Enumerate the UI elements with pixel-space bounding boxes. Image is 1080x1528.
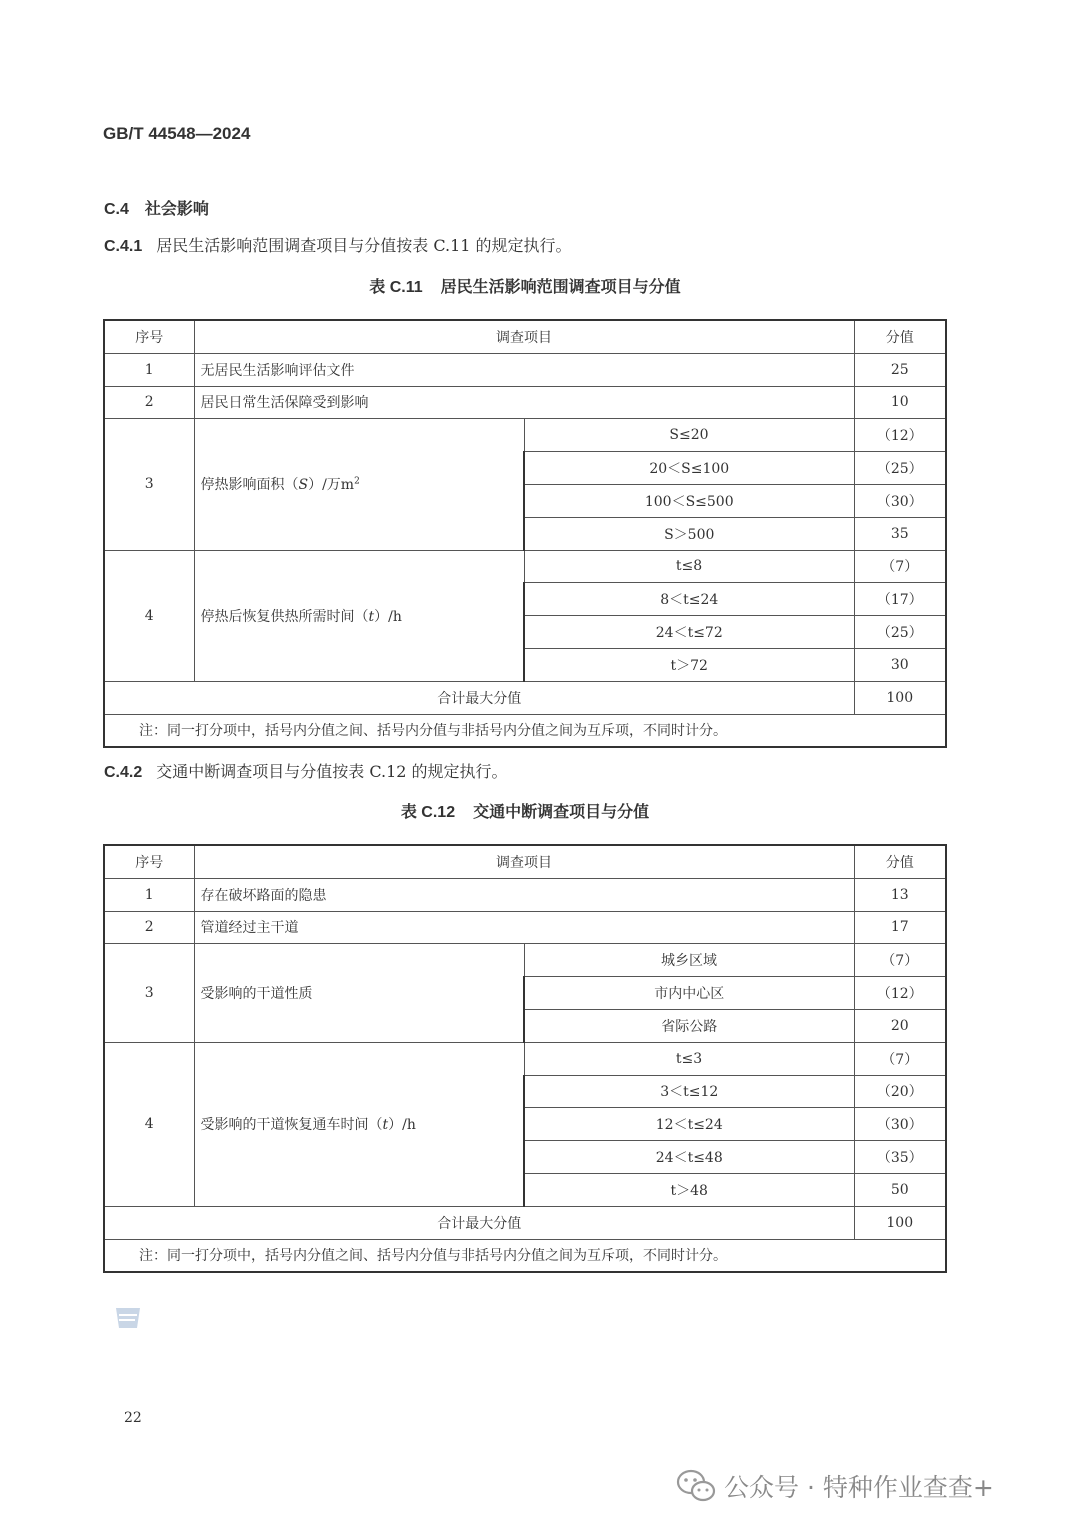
sub-score: （25）: [854, 616, 946, 649]
table-c12-caption: [0, 799, 1050, 822]
row-item: [194, 550, 524, 681]
sub-condition: t≤8: [524, 550, 854, 583]
clause-number: C.4.2: [104, 764, 143, 781]
watermark: [676, 1466, 994, 1506]
table-header-row: [104, 320, 946, 353]
sub-score: （20）: [854, 1075, 946, 1108]
table-row: [104, 353, 946, 386]
table-c11-caption: [0, 274, 1050, 297]
table-row: [104, 878, 946, 911]
sub-condition: t＞72: [524, 648, 854, 681]
total-label: 合计最大分值: [104, 681, 854, 714]
sub-score: 30: [854, 648, 946, 681]
table-caption-title: 居民生活影响范围调查项目与分值: [440, 279, 681, 296]
item-suffix: ）/万m: [308, 477, 355, 494]
row-score: 13: [854, 878, 946, 911]
table-row: [104, 386, 946, 419]
note-row: [104, 1239, 946, 1272]
sub-score: 50: [854, 1173, 946, 1206]
sub-condition: 24＜t≤72: [524, 616, 854, 649]
sub-score: （7）: [854, 944, 946, 977]
wechat-icon: [676, 1469, 716, 1503]
table-row: [104, 550, 946, 583]
item-variable: t: [368, 608, 375, 625]
sub-condition: t≤3: [524, 1042, 854, 1075]
total-row: [104, 1206, 946, 1239]
total-value: 100: [854, 681, 946, 714]
clause-c-4-1: [104, 233, 572, 256]
header-score: 分值: [854, 320, 946, 353]
item-suffix: ）/h: [374, 608, 402, 625]
row-item: [194, 1042, 524, 1206]
table-caption-title: 交通中断调查项目与分值: [473, 804, 650, 821]
sub-condition: 8＜t≤24: [524, 583, 854, 616]
total-value: 100: [854, 1206, 946, 1239]
table-note: 注：同一打分项中，括号内分值之间、括号内分值与非括号内分值之间为互斥项，不同时计分。: [104, 714, 946, 747]
item-suffix: ）/h: [388, 1117, 416, 1134]
clause-c-4-2: [104, 759, 508, 782]
clause-text: 居民生活影响范围调查项目与分值按表 C.11 的规定执行。: [156, 236, 572, 255]
table-c12: [103, 844, 947, 1273]
item-prefix: 受影响的干道恢复通车时间（: [200, 1117, 383, 1134]
row-no: 2: [104, 386, 194, 419]
row-no: 4: [104, 550, 194, 681]
header-no: 序号: [104, 845, 194, 878]
row-score: 10: [854, 386, 946, 419]
sub-condition: 3＜t≤12: [524, 1075, 854, 1108]
section-heading: [104, 196, 209, 219]
sub-condition: 100＜S≤500: [524, 484, 854, 517]
item-variable: t: [382, 1117, 389, 1134]
row-item: 管道经过主干道: [194, 911, 854, 944]
sub-score: （7）: [854, 550, 946, 583]
header-item: 调查项目: [194, 845, 854, 878]
row-item: 存在破坏路面的隐患: [194, 878, 854, 911]
item-prefix: 停热影响面积（: [200, 477, 299, 494]
sub-score: 20: [854, 1009, 946, 1042]
item-superscript: 2: [354, 476, 360, 487]
page-number: 22: [124, 1410, 142, 1426]
row-no: 2: [104, 911, 194, 944]
section-number: C.4: [104, 201, 129, 218]
row-item: 无居民生活影响评估文件: [194, 353, 854, 386]
item-prefix: 停热后恢复供热所需时间（: [200, 608, 369, 625]
sub-score: （17）: [854, 583, 946, 616]
sub-score: （12）: [854, 977, 946, 1010]
table-row: [104, 419, 946, 452]
standard-code: GB/T 44548—2024: [103, 124, 251, 143]
section-title: 社会影响: [144, 201, 209, 218]
watermark-text: 公众号 · 特种作业查查+: [724, 1473, 994, 1502]
sub-score: （35）: [854, 1141, 946, 1174]
header-no: 序号: [104, 320, 194, 353]
row-score: 17: [854, 911, 946, 944]
header-item: 调查项目: [194, 320, 854, 353]
sub-condition: 省际公路: [524, 1009, 854, 1042]
row-item: [194, 419, 524, 550]
table-caption-number: 表 C.11: [369, 279, 423, 296]
table-header-row: [104, 845, 946, 878]
clause-text: 交通中断调查项目与分值按表 C.12 的规定执行。: [156, 762, 508, 781]
row-no: 1: [104, 878, 194, 911]
table-row: [104, 1042, 946, 1075]
item-variable: S: [298, 477, 309, 494]
row-no: 3: [104, 944, 194, 1042]
sub-condition: 市内中心区: [524, 977, 854, 1010]
row-no: 3: [104, 419, 194, 550]
sub-score: （30）: [854, 484, 946, 517]
sub-score: （25）: [854, 452, 946, 485]
sub-condition: 20＜S≤100: [524, 452, 854, 485]
header-score: 分值: [854, 845, 946, 878]
row-no: 1: [104, 353, 194, 386]
sub-condition: 24＜t≤48: [524, 1141, 854, 1174]
sub-score: （7）: [854, 1042, 946, 1075]
sub-score: （12）: [854, 419, 946, 452]
total-row: [104, 681, 946, 714]
table-row: [104, 911, 946, 944]
row-item: 居民日常生活保障受到影响: [194, 386, 854, 419]
row-score: 25: [854, 353, 946, 386]
sub-condition: 12＜t≤24: [524, 1108, 854, 1141]
sub-condition: S＞500: [524, 517, 854, 550]
total-label: 合计最大分值: [104, 1206, 854, 1239]
note-row: [104, 714, 946, 747]
row-no: 4: [104, 1042, 194, 1206]
row-item: 受影响的干道性质: [194, 944, 524, 1042]
table-caption-number: 表 C.12: [400, 804, 456, 821]
sub-condition: t＞48: [524, 1173, 854, 1206]
sub-score: 35: [854, 517, 946, 550]
clause-number: C.4.1: [104, 238, 143, 255]
sac-logo-icon: [113, 1306, 143, 1330]
sub-score: （30）: [854, 1108, 946, 1141]
table-row: [104, 944, 946, 977]
table-c11: [103, 319, 947, 748]
table-note: 注：同一打分项中，括号内分值之间、括号内分值与非括号内分值之间为互斥项，不同时计分。: [104, 1239, 946, 1272]
sub-condition: S≤20: [524, 419, 854, 452]
sub-condition: 城乡区域: [524, 944, 854, 977]
